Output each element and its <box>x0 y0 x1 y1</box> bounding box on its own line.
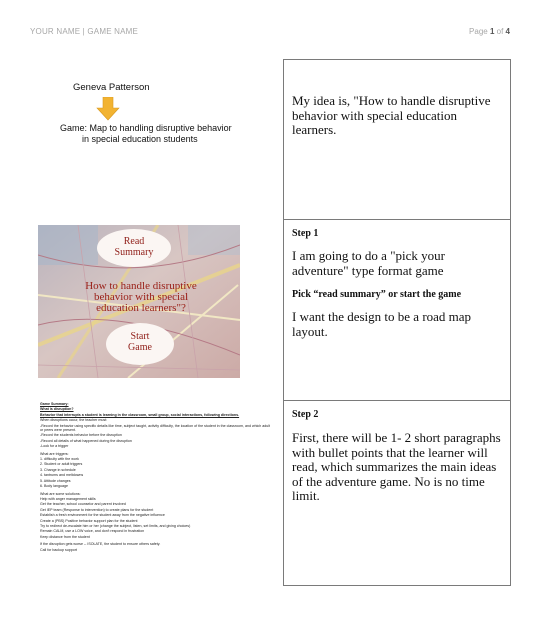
summary-line: When disruptions occur, the teacher must: <box>40 418 108 423</box>
map-heading-line1: How to handle disruptive <box>85 280 197 292</box>
map-heading <box>58 281 224 314</box>
game-summary <box>40 402 272 574</box>
summary-line: If the disruption gets worse -- ISOLATE, the student to ensure others safety. <box>40 542 161 547</box>
idea-cell <box>284 60 510 220</box>
summary-line: -Record the students behavior before the disruption <box>40 433 122 438</box>
summary-line: 1. difficulty with the work <box>40 457 79 462</box>
idea-text: My idea is, "How to handle disruptive behavior with special education learners. <box>292 93 491 137</box>
author-name: Geneva Patterson <box>73 82 150 93</box>
start-game-button[interactable] <box>106 323 174 365</box>
summary-line: Get the teacher, school counselor and parent involved <box>40 502 126 507</box>
storyboard-table <box>283 59 511 586</box>
start-game-line1: Start <box>130 331 150 342</box>
summary-line: What is disruption? <box>40 407 74 412</box>
page-number: 1 <box>489 27 495 36</box>
summary-line: Establish a fresh environment for the student away from the negative influence <box>40 513 165 518</box>
summary-line: What are triggers: <box>40 451 69 456</box>
summary-line: Try to redirect de-escalate him or her (change the subject, listen, set limits, and giving choices) <box>40 523 191 528</box>
summary-line: Keep distance from the student <box>40 534 90 539</box>
read-summary-line1: Read <box>123 236 145 247</box>
page-word: Page <box>469 27 488 36</box>
step1-title: Step 1 <box>292 228 319 239</box>
summary-line: What are some solutions: <box>40 491 81 496</box>
summary-line: 2. Student or adult triggers <box>40 462 83 467</box>
road-map-image <box>38 225 240 378</box>
game-title <box>60 123 232 145</box>
map-heading-line2: behavior with special <box>93 291 189 303</box>
step1-bold-text: Pick “read summary” or start the game <box>292 289 462 300</box>
game-title-line2: in special education students <box>82 134 198 144</box>
summary-line: 3. Change in schedule <box>40 467 76 472</box>
step2-title: Step 2 <box>292 409 319 420</box>
summary-line: 5. Attitude changes <box>40 478 71 483</box>
read-summary-line2: Summary <box>114 247 154 258</box>
summary-line: -Record the behavior using specific details like time, subject taught, activity difficulty, the location of the student in the classroom, and which adult or peers were present. <box>40 423 270 433</box>
step2-text: First, there will be 1- 2 short paragraphs with bullet points that the learner will read, which summarizes the main ideas of the adventure game. No is no time limit. <box>292 430 501 503</box>
step1-cell <box>284 220 510 401</box>
step1-text2: I want the design to be a road map layout. <box>292 309 472 339</box>
summary-line: Behavior that interrupts a student is learning in the classroom, small group, social interactions, following directions. <box>40 412 240 417</box>
summary-line: -Look for a trigger <box>40 444 69 449</box>
game-title-line1: Game: Map to handling disruptive behavior <box>60 123 232 133</box>
header-doc-title: YOUR NAME | GAME NAME <box>30 27 139 36</box>
header-page-indicator <box>469 27 510 36</box>
summary-line: Game Summary: <box>40 402 69 406</box>
summary-line: Help with anger management skills <box>40 496 96 501</box>
summary-line: Get IEP team (Response to intervention) to create plans for the student <box>40 507 154 512</box>
map-heading-line3: education learners"? <box>96 302 186 314</box>
start-game-line2: Game <box>128 342 152 353</box>
summary-line: -Record all details of what happened during the disruption <box>40 438 132 443</box>
summary-line: Remain CALM, use a LOW voice, and don't respond in frustration <box>40 529 145 534</box>
down-arrow-icon <box>96 97 120 121</box>
step1-text: I am going to do a "pick your adventure" type format game <box>292 248 445 278</box>
summary-line: 6. Body language <box>40 484 68 489</box>
summary-line: Create a (PBS) Positive behavior support plan for the student <box>40 518 138 523</box>
summary-line: Call for backup support <box>40 547 77 552</box>
page-total: 4 <box>505 27 510 36</box>
summary-line: 4. tantrums and meltdowns <box>40 473 84 478</box>
read-summary-button[interactable] <box>97 229 171 267</box>
step2-cell <box>284 401 510 586</box>
of-word: of <box>496 27 504 36</box>
